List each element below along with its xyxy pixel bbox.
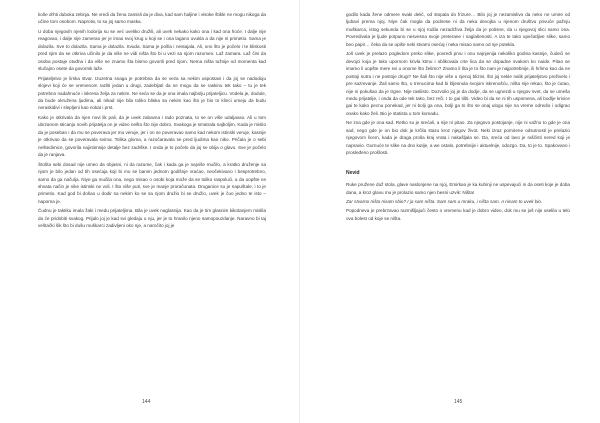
paragraph: Kako je otkrivala da njen novi lik pali, da je uvek zabavna i rado poznata, to se on više udaljavao. Ali u tom ubrzanom sticanju novih prijatelja on je video nešto što nije dobro. Svakoga je smatrala najboljim. Kada je mislio da je poseban i da mu se poverava jer mu veruje, jer i on se poveravao samo kad nekom istinski veruje, kasnije je otkrivao da se poveravala svima. Tolika gluma, a razočaravala se pred ljudima kao niko. Pričala je o sebi neštedimice, govorila najintimnije detalje bez zadrške. I onda je to počelo da joj se obija o glavu. Sve je počelo da je ranjava. [38,114,266,158]
page-number: 145 [454,399,463,405]
paragraph: U doba njegovih njenih lodorija su se već uveliko družili, ali uvek nekako kako ona i kad ona hoće. I dalje nije reagovao, i dalje nije zamerao jer je imao svoj krug u koji se i ona lagano uvukla a da nije ni primetio. Sama je dolazila. Sve to dolazila. Sama je dolazila. Svuda. Sama je pošla i nestajala. Ali, ono što je počelo i te bliskosti pred njim da se otkriva učinilo je da više ne vidi ništa što bi u vezi sa njom razumeo. Laž zamara. Laž čini da osoba postaje otuđna i da više ne znamo šta bismo govorili pred njom. Nema ništa tužnije od momenta kad slučajno osete da govornik laže. [38,28,266,72]
paragraph: Popodneva je prebrzavao razmišljajući često o vremenu kad je dobro video, dok mu se još nije uselila u telo ova bolest od koje se ništa. [346,208,570,221]
paragraph: Štošta sebi dosad nije umeo da objasni, ni da razume, čak i kada ga je najviše mučilo, a kratko druženje sa njom je bilo jedan od tih osećaja koji bi mu se banim jednom godišnje vraćao, neočekivano i besprotrebno, samo da ga načulja. Niye ga mučila ona, nego misao o osobi koja može da se toliko raspolući, a da uopšte ne shvata način je nike istinski ne voli. I što više puti, sve je manje proračunata. Druganice su je napuštale, i to je primetio. Kad god bi došao u dodir sa nekim ko se sa njom družio bi se družio, uvek je čuo jedno te isto – naporna je. [38,161,266,204]
page-number: 144 [142,399,151,405]
paragraph: Još uvek je prelazo pogledom preko slike, povređi prvu i onu najnjenija nekoliko godina kasnije, čudeći se devojci koja je tako upornom krivla ktmu i oblikovala crte lica da se dopadne svakom ko naide. Pitao se imamo li uopšte mere svi u onome što želimo? Znamo li šta je to što nam je najpotrebnije, ili hrlimo kao da ne postoji sutra i ne postoje drugi? Ne šali što nije više u njenoj blizini, što joj nekle nalik prijateljstvo preživelo i pre sazrevanje. Žali samo što, u trenucima kad bi bljesnula svojom iskrenošću, ništa nije rekao, što je ćutao, nije ni pokušao da je trgne. Nije rasliisto. Dozvolio joj je da dodje, da se ugnezdi u njegov svet, da se umeša medu prijatelje, i onda da ode tek tako, bez reči. I to gai tišti. Video bi da se ni tih uspomena, ali bodlje krivice gai te kako pecnu ponekad, jer ni bolji ga ona, bolji ga to što se onaj ulogu nije na vreme odredio i odigrao onako kako želi. Bio je statista u tom komadu. [346,51,570,116]
paragraph: Čudnu je taktiku imala žaki i medu prijateljima. Bila je uvek naglasnija. Kao da je tim glasnim kikotanjem mislila da će pridobiti svakog. Prijalo joj je kad svi gledaju u nju, jer je to hranilo njeno samopouzdanje. Naravno bi taj veštački šik što bi dušu muškarci zadivljeni oko nje, a naročito joj je [38,208,266,229]
paragraph: Ne zna gde je ona sad. Retko su je srećali, a nije ni pitao. Za njegovo postojanje, nije ni važno to gde je ona sad, nego gde je on bio dok je krčila stazu kroz njegov život. Neki izraz pomirene odsutnosti je prelazio njegovom licem, kada je draga proša kraj vrata i nakašljala se. Da, sreća od lavo je raščisti nered koji je napravio. Gurnuće te slike na dno kutije, a we ostalo, potrebnije i aktuelnije, odozgo. Da, to je to. Spakovano i prosleđeno prošlosti. [346,120,570,156]
right-text-column [346,11,570,222]
section-spacer [346,157,570,170]
right-page [300,0,600,423]
paragraph: godilo kada žene odmere svaki delić, od stopala do frizure… Bilo joj je nezamislivo da neko ne umire od ljubavi prema njoj. Niye čak mogla da podnese ni da neka devojka u njenom društvu privuče pažnju muškarca, istog sekunda bi se u njoj rodila nezadrživa želja da je potisne, da u njegovoj slici samo ona. Povredivala je ljude potpuno nesvesna svoje preterane i naglašenosti. A iza te tako upečatljive slike, samo beo papir… čeka da se upiše neki stvarni osećaj i neka misao samo od nje potekla. [346,12,570,47]
section-title: Nevid [346,169,360,176]
paragraph: koše drhti duboka zebnja. Ne vredi da žena zamisli da je diva, kad sam haljine i visoke štikle ne mogu nikoga da učine tom osobom. Naprotiv, to su joj samo maska. [38,12,266,25]
paragraph: Prijateljstvo je lirska stvar. Izuzetna snaga je potrebna da se veza sa nekim uspostavi i da joj se nadoduju slojevi koji će se vremenom razliti jedan u drugi, zadebljati da ne mogu da se raskinu tek tako – tu je tek potrebno nadahnuće i iskrena želja za nekim. Ne seća se da je ona imala najbolju prijateljicu. Vodela je, dodule, da bude okružena ljudima, ali nikad nije bila toliko bliska sa nekim kao što je bio to klinci umeju da budu neraskidivi i slepljeni kao nokat i prst. [38,75,266,111]
left-text-column [38,11,266,230]
paragraph: Ruke pružene duž stola, glave naslonjene na njoj, Emirkao je ka kuhinji ne uspevajući ni da oseti koje je doba dana, a kroz glavu mu je prolazio samo njen besni uzvik: Ništa! [346,182,570,195]
italic-paragraph: Zar stvarno ništa nisam sbio? I ja sam ništa. Sam sam u mraku, i ništa sam. A nisam to uvek bio. [346,198,543,204]
